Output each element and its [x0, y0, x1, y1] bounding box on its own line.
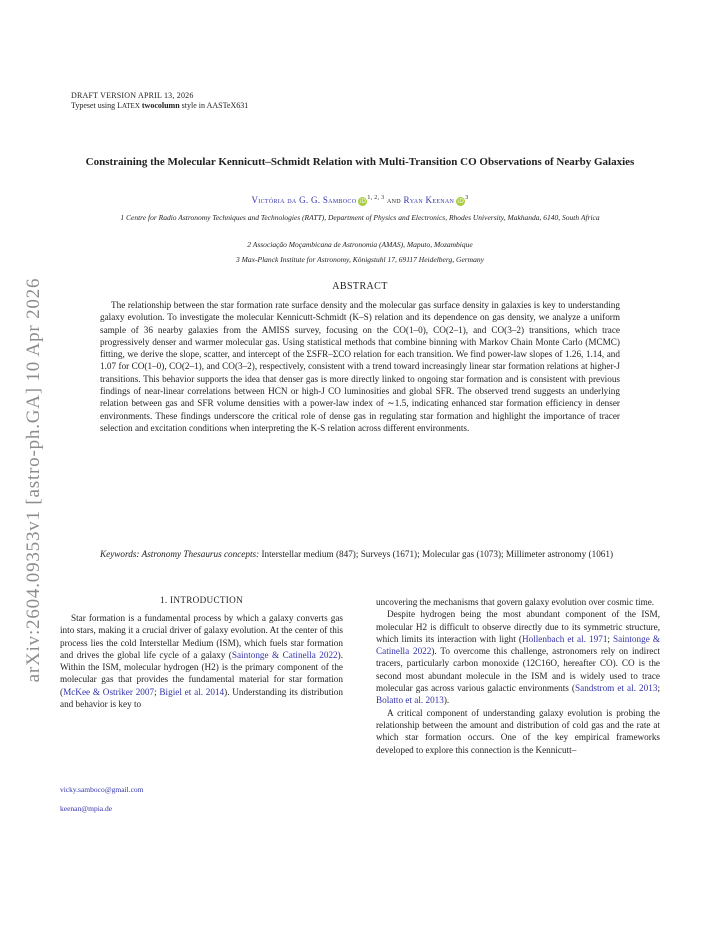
keywords-label: Keywords: Astronomy Thesaurus concepts: — [100, 549, 260, 559]
draft-version-text: DRAFT VERSION APRIL 13, 2026 — [71, 91, 194, 100]
draft-version — [71, 91, 194, 101]
paragraph — [376, 608, 660, 706]
author-list — [60, 195, 660, 206]
citation-link[interactable]: Hollenbach et al. 1971 — [521, 633, 608, 644]
typeset-suffix: style in AASTeX631 — [181, 101, 249, 110]
keywords-list: Interstellar medium (847); Surveys (1671); Molecular gas (1073); Millimeter astronomy (1061) — [261, 549, 614, 559]
citation-link[interactable]: McKee & Ostriker 2007 — [63, 686, 155, 697]
arxiv-identifier: arXiv:2604.09353v1 [astro-ph.GA] 10 Apr 2026 — [23, 277, 44, 683]
text-run: ; — [607, 633, 614, 644]
citation-link[interactable]: Saintonge & Catinella 2022 — [376, 633, 660, 657]
text-run: ). To overcome this challenge, astronomers rely on indirect tracers, particularly carbon monoxide (12C16O, hereafter CO). CO is the second most abundant molecule in the ISM and is widely used to trace molecular gas across various galactic environments ( — [376, 646, 660, 694]
text-run: Star formation is a fundamental process by which a galaxy converts gas into stars, making it a crucial driver of galaxy evolution. At the center of this process lies the cold Interstellar Medium (ISM), which fuels star formation and drives the global life cycle of a galaxy ( — [60, 613, 343, 660]
citation-link[interactable]: Bigiel et al. 2014 — [159, 686, 225, 697]
keywords — [100, 548, 620, 560]
paragraph — [60, 612, 343, 710]
text-run: ; — [154, 686, 160, 697]
affiliation: 3 Max-Planck Institute for Astronomy, Königstuhl 17, 69117 Heidelberg, Germany — [236, 255, 484, 264]
author-affiliation-marks: 3 — [465, 195, 469, 201]
paper-title: Constraining the Molecular Kennicutt–Schmidt Relation with Multi-Transition CO Observations of Nearby Galaxies — [85, 156, 635, 168]
text-run: Despite hydrogen being the most abundant component of the ISM, molecular H2 is difficult to observe directly due to its symmetric structure, which limits its interaction with light ( — [376, 609, 660, 644]
typeset-bold: twocolumn — [141, 101, 180, 110]
text-run: ; — [657, 683, 660, 694]
orcid-icon[interactable]: iD — [457, 198, 465, 205]
typeset-prefix: Typeset using L — [71, 101, 122, 110]
email-link[interactable]: vicky.samboco@gmail.com — [60, 785, 144, 794]
section-heading: 1. INTRODUCTION — [159, 595, 244, 605]
author-affiliation-marks: 1, 2, 3 — [367, 195, 385, 201]
affiliation: 2 Associação Moçambicana de Astronomia (AMAS), Maputo, Mozambique — [247, 240, 473, 249]
citation-link[interactable]: Saintonge & Catinella 2022 — [231, 649, 338, 660]
author-name[interactable]: Ryan Keenan — [403, 195, 455, 205]
email-link[interactable]: keenan@mpia.de — [60, 804, 113, 813]
orcid-icon[interactable]: iD — [359, 198, 367, 205]
author-conjunction: and — [387, 195, 401, 205]
intro-column-left — [60, 612, 343, 710]
abstract-text: The relationship between the star formation rate surface density and the molecular gas surface density in galaxies is key to understanding galaxy evolution. To investigate the molecular Kennicutt-Schmidt (K–S) relation and its dependence on gas density, we analyze a uniform sample of 36 nearby galaxies from the AMISS survey, focusing on the CO(1–0), CO(2–1), and CO(3–2) transitions, which trace progressively denser and warmer molecular gas. Using statistical methods that combine binning with Markov Chain Monte Carlo (MCMC) fitting, we derive the slope, scatter, and intercept of the ΣSFR–ΣCO relation for each transition. We find power-law slopes of 1.26, 1.14, and 1.07 for CO(1–0), CO(2–1), and CO(3–2), respectively, consistent with a trend toward increasingly linear star formation relations at higher-J transitions. This behavior supports the idea that denser gas is more directly linked to ongoing star formation and is consistent with previous findings of near-linear correlations between HCN or high-J CO luminosities and global SFR. The observed trend suggests an underlying relation between gas and SFR volume densities with a power-law index of ∼1.5, indicating enhanced star formation efficiency in denser environments. These findings underscore the critical role of dense gas in regulating star formation and highlight the importance of tracer selection and excitation conditions when interpreting the K-S relation across different environments. — [100, 300, 620, 433]
intro-column-right — [376, 596, 660, 756]
citation-link[interactable]: Sandstrom et al. 2013 — [575, 683, 658, 694]
text-run: ). Within the ISM, molecular hydrogen (H2) is the primary component of the molecular gas that provides the fundamental material for star formation ( — [60, 649, 343, 697]
typeset-note — [71, 101, 248, 111]
author-name[interactable]: Victória da G. G. Samboco — [251, 195, 357, 205]
abstract-heading: ABSTRACT — [332, 281, 388, 292]
paragraph: A critical component of understanding galaxy evolution is probing the relationship between the amount and distribution of cold gas and the rate at which star formation occurs. One of the key empirical frameworks developed to explore this connection is the Kennicutt– — [376, 707, 660, 755]
typeset-tex: ATEX — [122, 102, 140, 110]
affiliation: 1 Centre for Radio Astronomy Techniques and Technologies (RATT), Department of Physics and Electronics, Rhodes University, Makhanda, 6140, South Africa — [120, 213, 600, 222]
citation-link[interactable]: Bolatto et al. 2013 — [376, 695, 444, 706]
text-run: ). Understanding its distribution and behavior is key to — [60, 686, 343, 710]
text-run: ). — [443, 695, 450, 706]
paragraph: uncovering the mechanisms that govern galaxy evolution over cosmic time. — [376, 597, 655, 607]
